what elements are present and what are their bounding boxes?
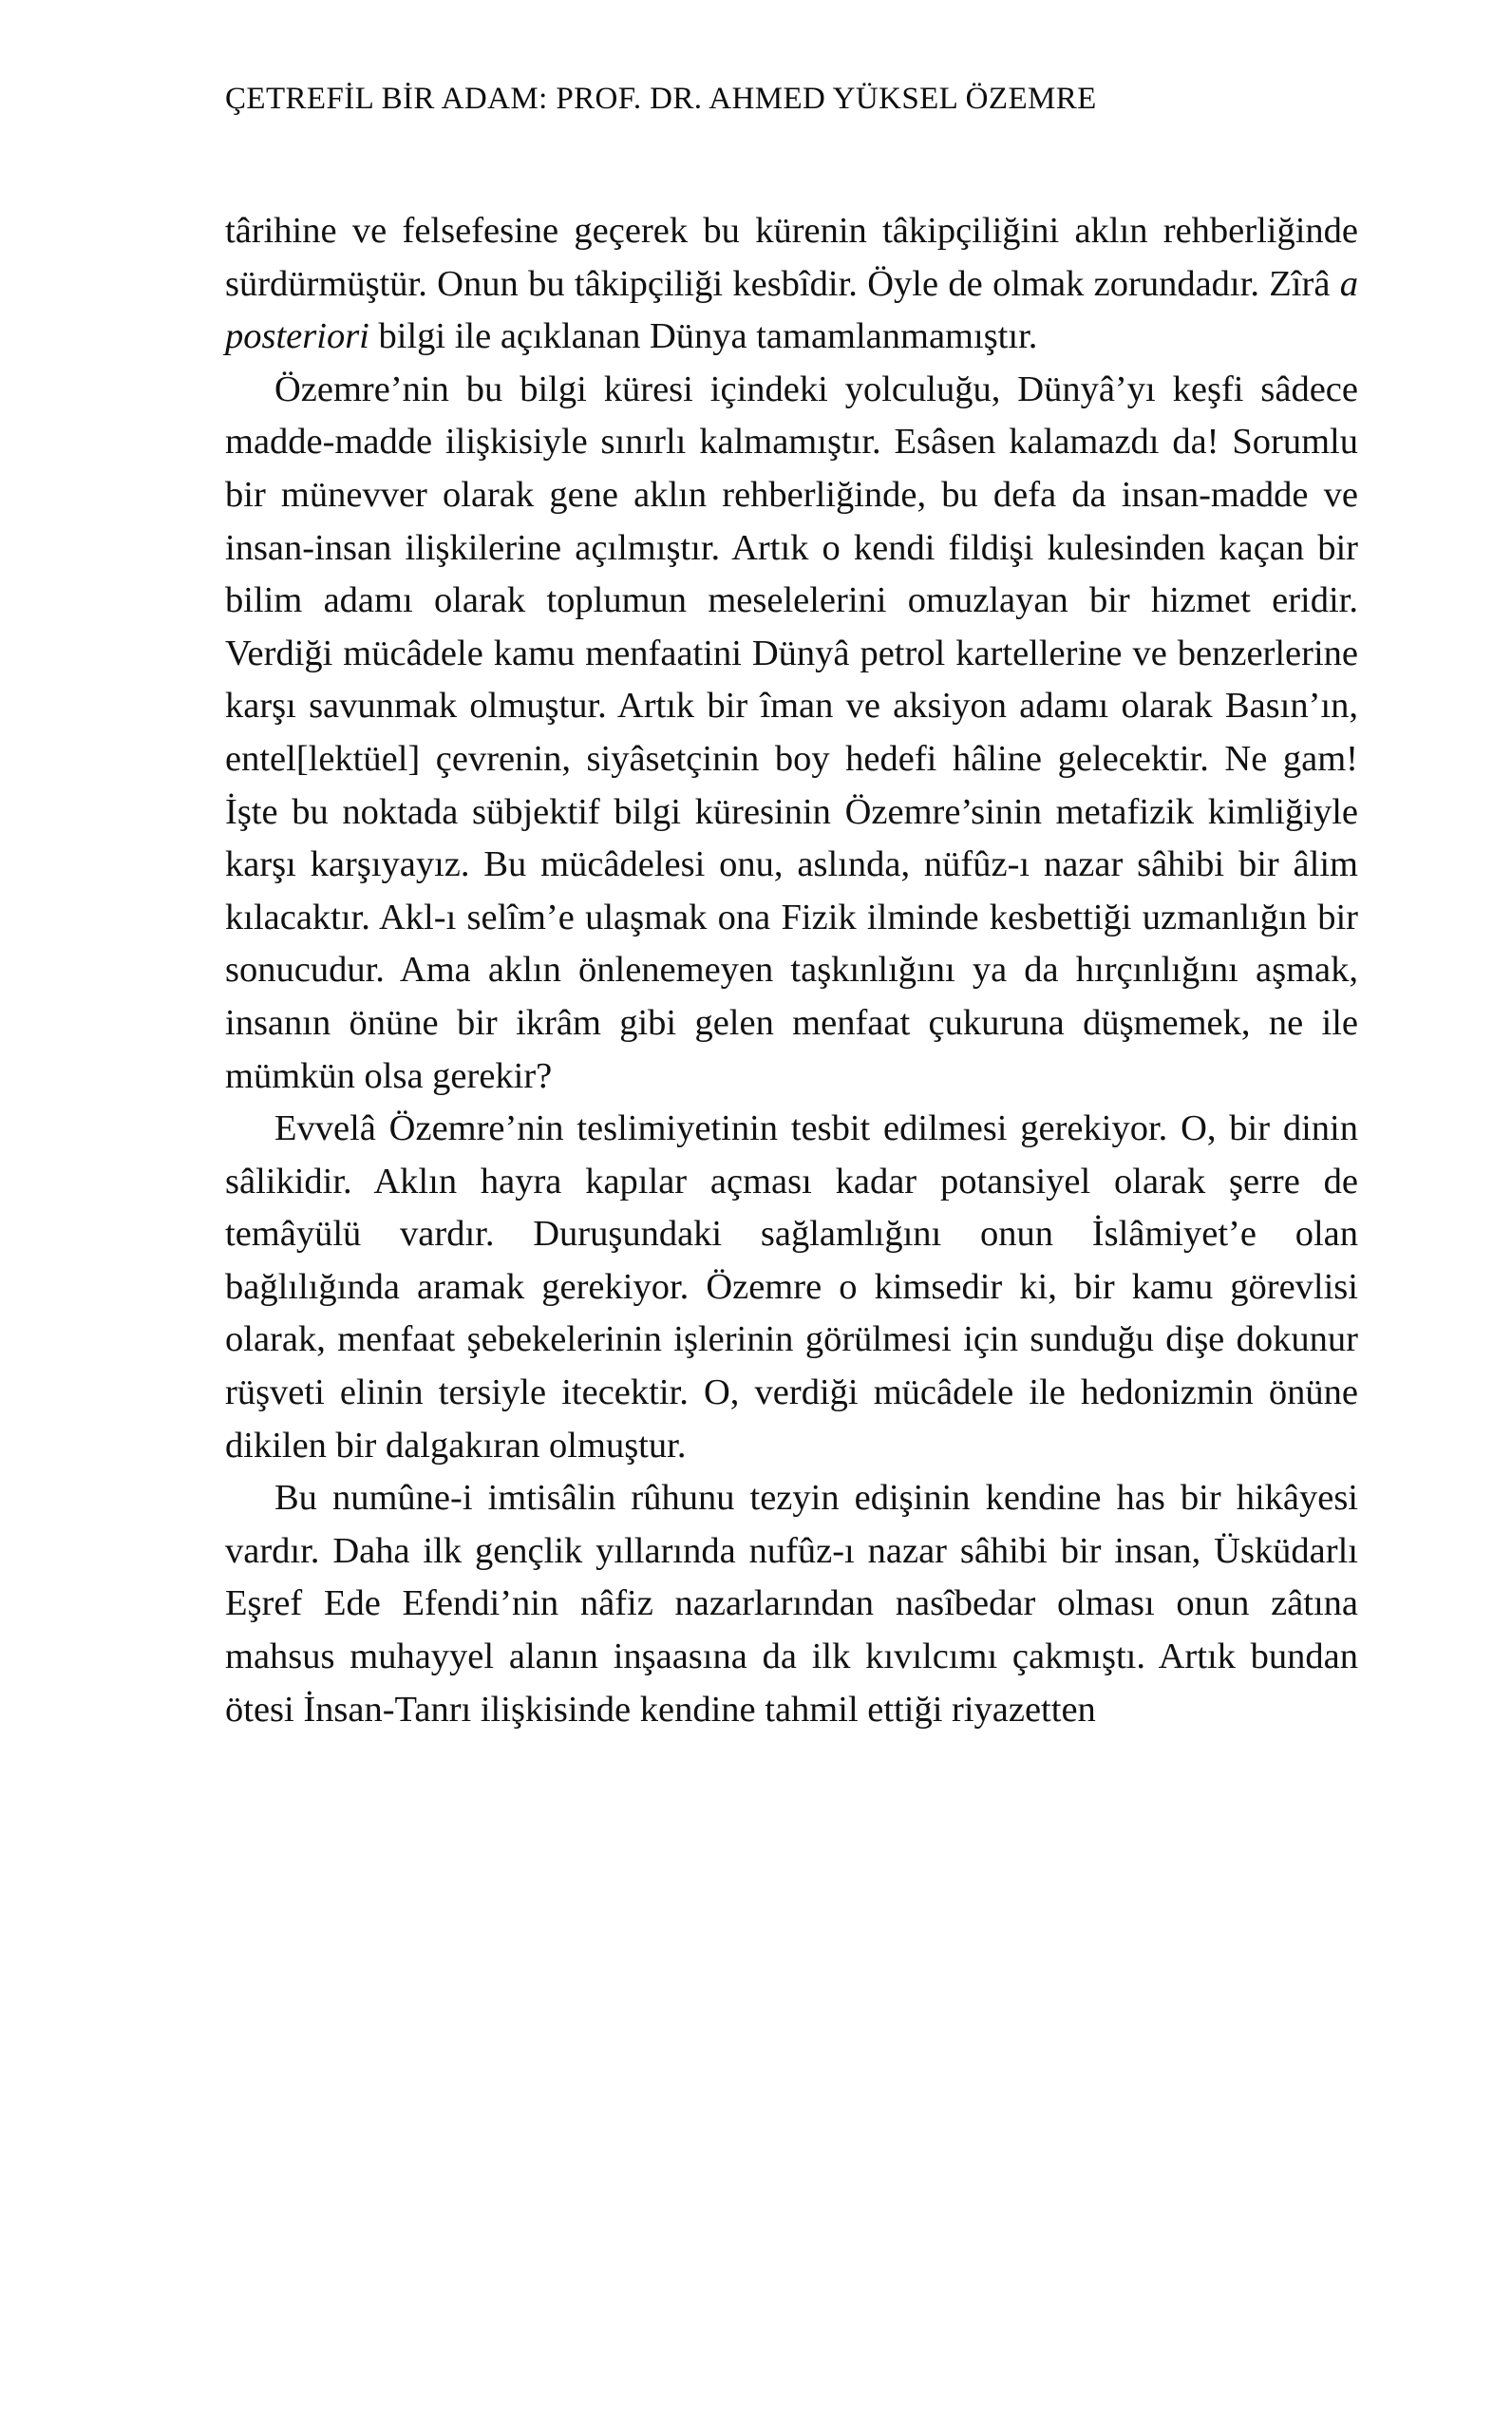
running-head: ÇETREFİL BİR ADAM: PROF. DR. AHMED YÜKSEL ÖZEMRE: [225, 82, 1097, 116]
paragraph-4: [225, 1472, 1358, 1736]
paragraph-1-segment-italic: a posteriori: [225, 263, 1358, 357]
body-text-block: [225, 205, 1358, 1736]
paragraph-1-segment-text-b: bilgi ile açıklanan Dünya tamamlanmamıştır.: [369, 316, 1038, 357]
paragraph-2: [225, 364, 1358, 1103]
paragraph-2-text: Özemre’nin bu bilgi küresi içindeki yolculuğu, Dünyâ’yı keşfi sâdece madde-madde ilişkisiyle sınırlı kalmamıştır. Esâsen kalamazdı da! Sorumlu bir münevver olarak gene aklın rehberliğinde, bu defa da insan-madde ve insan-insan ilişkilerine açılmıştır. Artık o kendi fildişi kulesinden kaçan bir bilim adamı olarak toplumun meselelerini omuzlayan bir hizmet eridir. Verdiği mücâdele kamu menfaatini Dünyâ petrol kartellerine ve benzerlerine karşı savunmak olmuştur. Artık bir îman ve aksiyon adamı olarak Basın’ın, entel[lektüel] çevrenin, siyâsetçinin boy hedefi hâline gelecektir. Ne gam! İşte bu noktada sübjektif bilgi küresinin Özemre’sinin metafizik kimliğiyle karşı karşıyayız. Bu mücâdelesi onu, aslında, nüfûz-ı nazar sâhibi bir âlim kılacaktır. Akl-ı selîm’e ulaşmak ona Fizik ilminde kesbettiği uzmanlığın bir sonucudur. Ama aklın önlenemeyen taşkınlığını ya da hırçınlığını aşmak, insanın önüne bir ikrâm gibi gelen menfaat çukuruna düşmemek, ne ile mümkün olsa gerekir?: [225, 369, 1358, 1096]
paragraph-1: [225, 205, 1358, 364]
paragraph-3-text: Evvelâ Özemre’nin teslimiyetinin tesbit edilmesi gerekiyor. O, bir dinin sâlikidir. Aklın hayra kapılar açması kadar potansiyel olarak şerre de temâyülü vardır. Duruşundaki sağlamlığını onun İslâmiyet’e olan bağlılığında aramak gerekiyor. Özemre o kimsedir ki, bir kamu görevlisi olarak, menfaat şebekelerinin işlerinin görülmesi için sunduğu dişe dokunur rüşveti elinin tersiyle itecektir. O, verdiği mücâdele ile hedonizmin önüne dikilen bir dalgakıran olmuştur.: [225, 1108, 1358, 1466]
paragraph-4-text: Bu numûne-i imtisâlin rûhunu tezyin edişinin kendine has bir hikâyesi vardır. Daha ilk gençlik yıllarında nufûz-ı nazar sâhibi bir insan, Üsküdarlı Eşref Ede Efendi’nin nâfiz nazarlarından nasîbedar olması onun zâtına mahsus muhayyel alanın inşaasına da ilk kıvılcımı çakmıştı. Artık bundan ötesi İnsan-Tanrı ilişkisinde kendine tahmil ettiği riyazetten: [225, 1478, 1358, 1730]
paragraph-1-segment-text-a: târihine ve felsefesine geçerek bu kürenin tâkipçiliğini aklın rehberliğinde sürdürmüştür. Onun bu tâkipçiliği kesbîdir. Öyle de olmak zorundadır. Zîrâ: [225, 211, 1358, 304]
paragraph-3: [225, 1103, 1358, 1472]
